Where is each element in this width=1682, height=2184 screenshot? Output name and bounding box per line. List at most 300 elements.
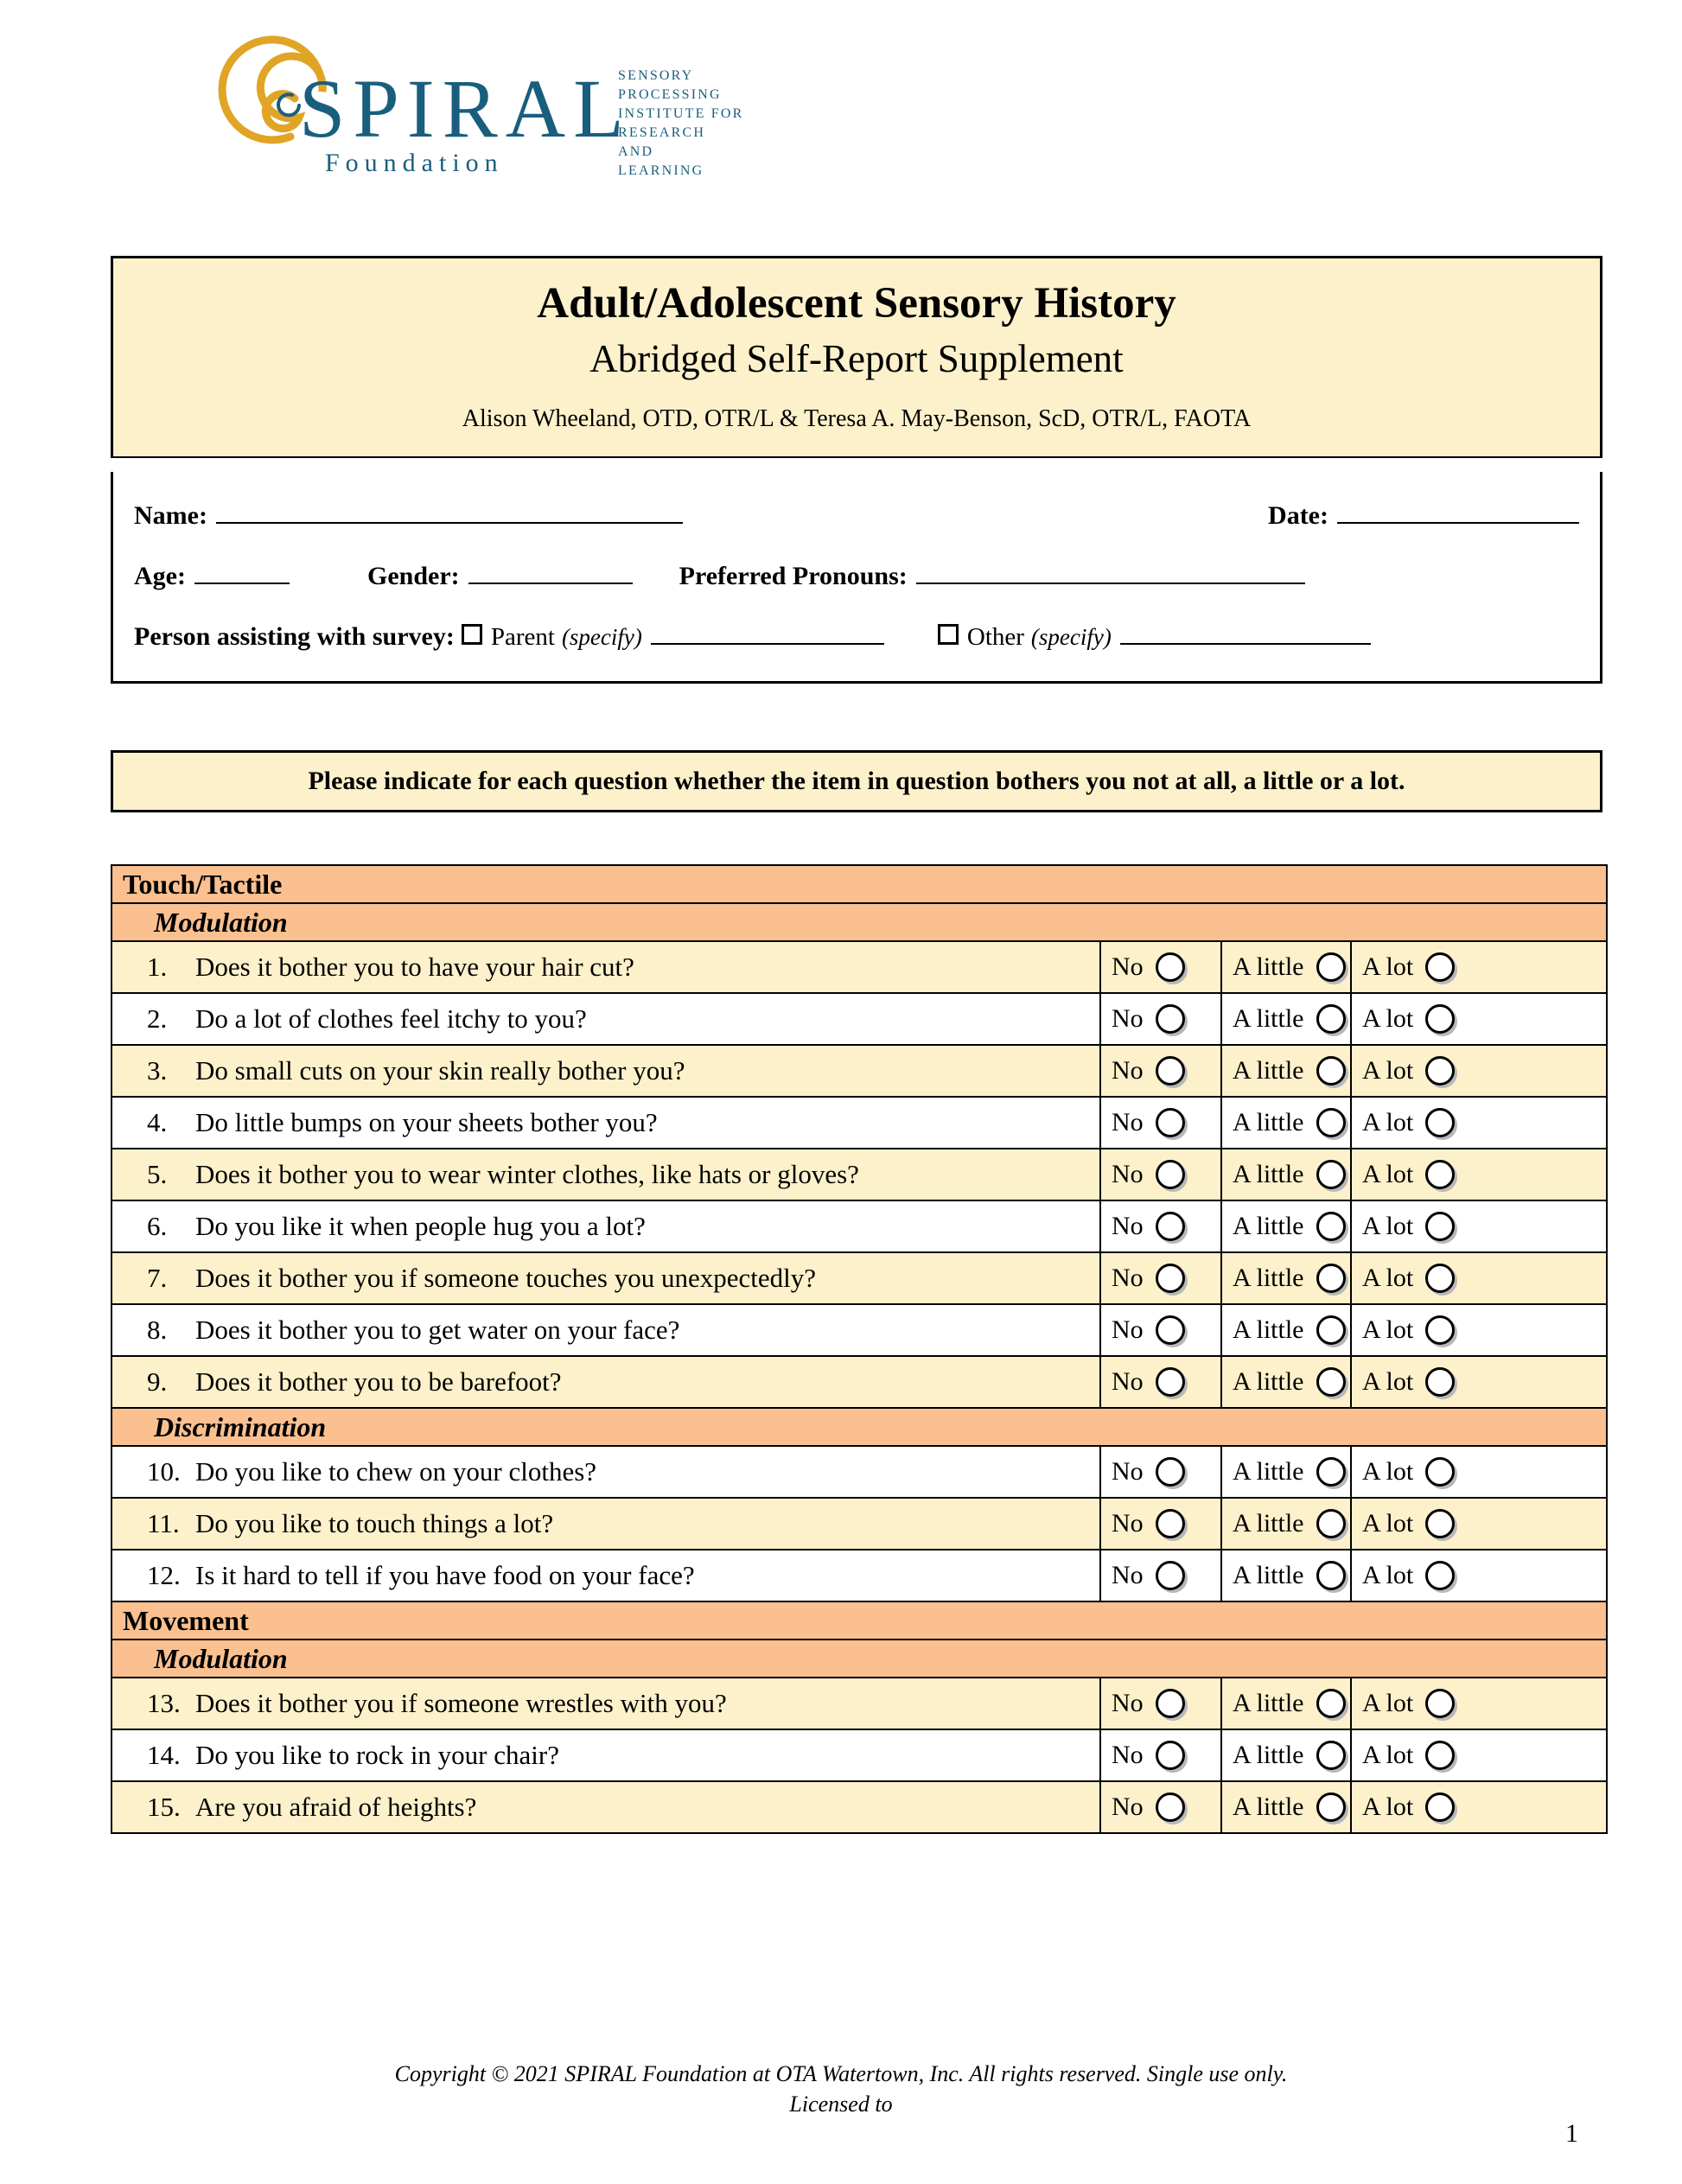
subsection-header-label: Modulation bbox=[111, 903, 1607, 941]
answer-a-little-content bbox=[1222, 1689, 1350, 1718]
question-text: Do little bumps on your sheets bother you? bbox=[195, 1107, 658, 1137]
answer-a-little-content bbox=[1222, 1264, 1350, 1293]
answer-a-lot-label: A lot bbox=[1362, 1160, 1414, 1188]
answer-a-lot-radio[interactable] bbox=[1425, 1212, 1455, 1241]
answer-a-lot-radio[interactable] bbox=[1425, 1741, 1455, 1770]
respondent-info-box bbox=[111, 472, 1602, 684]
answer-no-content bbox=[1101, 1792, 1220, 1822]
answer-a-little-radio[interactable] bbox=[1316, 1509, 1346, 1538]
answer-no-content bbox=[1101, 952, 1220, 982]
answer-no-content bbox=[1101, 1056, 1220, 1086]
answer-a-little-cell[interactable] bbox=[1221, 1446, 1351, 1498]
answer-a-little-content bbox=[1222, 1367, 1350, 1397]
question-cell bbox=[111, 1045, 1100, 1097]
answer-no-radio[interactable] bbox=[1156, 1509, 1185, 1538]
answer-a-little-label: A little bbox=[1233, 952, 1304, 981]
table-row bbox=[111, 1550, 1607, 1601]
answer-no-content bbox=[1101, 1689, 1220, 1718]
answer-a-little-label: A little bbox=[1233, 1561, 1304, 1589]
answer-no-label: No bbox=[1112, 1004, 1144, 1033]
name-label: Name: bbox=[134, 501, 207, 530]
answer-no-radio[interactable] bbox=[1156, 1367, 1185, 1397]
question-text: Does it bother you if someone wrestles with you? bbox=[195, 1688, 727, 1718]
answer-a-little-cell[interactable] bbox=[1221, 1550, 1351, 1601]
answer-a-lot-content bbox=[1352, 1457, 1606, 1487]
answer-a-lot-radio[interactable] bbox=[1425, 1509, 1455, 1538]
answer-a-little-content bbox=[1222, 1561, 1350, 1590]
answer-a-little-cell[interactable] bbox=[1221, 1304, 1351, 1356]
table-row bbox=[111, 1304, 1607, 1356]
answer-a-little-label: A little bbox=[1233, 1315, 1304, 1344]
footer-licensed: Licensed to bbox=[789, 2092, 893, 2117]
answer-a-lot-content bbox=[1352, 1056, 1606, 1086]
table-row bbox=[111, 941, 1607, 993]
answer-a-lot-cell[interactable] bbox=[1351, 1045, 1607, 1097]
answer-a-lot-cell[interactable] bbox=[1351, 1781, 1607, 1833]
other-specify-hint: (specify) bbox=[1030, 624, 1112, 650]
svg-text:PROCESSING: PROCESSING bbox=[618, 87, 722, 102]
question-content bbox=[112, 1263, 1099, 1294]
answer-a-little-cell[interactable] bbox=[1221, 1729, 1351, 1781]
answer-a-little-label: A little bbox=[1233, 1212, 1304, 1240]
answer-no-cell[interactable] bbox=[1100, 941, 1221, 993]
svg-text:LEARNING: LEARNING bbox=[618, 163, 704, 178]
table-row bbox=[111, 1498, 1607, 1550]
question-text: Do you like to chew on your clothes? bbox=[195, 1456, 597, 1487]
table-row bbox=[111, 1097, 1607, 1149]
table-row bbox=[111, 1149, 1607, 1200]
table-row bbox=[111, 1045, 1607, 1097]
question-text: Is it hard to tell if you have food on your face? bbox=[195, 1560, 695, 1590]
table-row bbox=[111, 1781, 1607, 1833]
answer-no-cell[interactable] bbox=[1100, 1149, 1221, 1200]
question-content bbox=[112, 1508, 1099, 1539]
answer-no-radio[interactable] bbox=[1156, 1160, 1185, 1189]
pronouns-input[interactable] bbox=[916, 557, 1305, 584]
question-content bbox=[112, 1688, 1099, 1719]
answer-no-radio[interactable] bbox=[1156, 952, 1185, 982]
other-checkbox[interactable] bbox=[938, 624, 959, 645]
answer-a-lot-content bbox=[1352, 1561, 1606, 1590]
svg-text:RESEARCH: RESEARCH bbox=[618, 125, 706, 140]
question-cell bbox=[111, 1678, 1100, 1729]
answer-no-cell[interactable] bbox=[1100, 1729, 1221, 1781]
answer-a-little-label: A little bbox=[1233, 1792, 1304, 1821]
answer-no-content bbox=[1101, 1160, 1220, 1189]
question-number: 14. bbox=[147, 1740, 181, 1770]
answer-a-little-radio[interactable] bbox=[1316, 1741, 1346, 1770]
answer-a-lot-cell[interactable] bbox=[1351, 941, 1607, 993]
answer-a-lot-cell[interactable] bbox=[1351, 1550, 1607, 1601]
question-text: Are you afraid of heights? bbox=[195, 1792, 477, 1822]
answer-a-little-content bbox=[1222, 1212, 1350, 1241]
answer-a-little-cell[interactable] bbox=[1221, 1252, 1351, 1304]
question-number: 15. bbox=[147, 1792, 181, 1822]
question-number: 12. bbox=[147, 1560, 181, 1590]
question-number: 8. bbox=[147, 1315, 168, 1345]
answer-a-lot-label: A lot bbox=[1362, 1689, 1414, 1717]
answer-a-lot-cell[interactable] bbox=[1351, 1304, 1607, 1356]
answer-a-lot-cell[interactable] bbox=[1351, 1149, 1607, 1200]
question-cell bbox=[111, 1781, 1100, 1833]
answer-a-lot-label: A lot bbox=[1362, 1056, 1414, 1085]
answer-no-cell[interactable] bbox=[1100, 1304, 1221, 1356]
parent-label: Parent bbox=[490, 623, 555, 651]
answer-a-lot-label: A lot bbox=[1362, 1792, 1414, 1821]
gender-input[interactable] bbox=[468, 557, 633, 584]
answer-no-cell[interactable] bbox=[1100, 1097, 1221, 1149]
answer-a-little-label: A little bbox=[1233, 1741, 1304, 1769]
question-cell bbox=[111, 1550, 1100, 1601]
page-title: Adult/Adolescent Sensory History bbox=[537, 279, 1176, 328]
answer-a-lot-radio[interactable] bbox=[1425, 1004, 1455, 1034]
age-gender-pronouns-row bbox=[134, 557, 1579, 591]
answer-no-radio[interactable] bbox=[1156, 1689, 1185, 1718]
question-cell bbox=[111, 993, 1100, 1045]
answer-a-lot-label: A lot bbox=[1362, 1264, 1414, 1292]
answer-a-lot-content bbox=[1352, 1108, 1606, 1137]
answer-a-lot-label: A lot bbox=[1362, 1457, 1414, 1486]
answer-no-radio[interactable] bbox=[1156, 1264, 1185, 1293]
answer-a-lot-label: A lot bbox=[1362, 1004, 1414, 1033]
question-content bbox=[112, 1055, 1099, 1086]
answer-a-lot-label: A lot bbox=[1362, 1741, 1414, 1769]
answer-a-little-cell[interactable] bbox=[1221, 1149, 1351, 1200]
answer-a-lot-label: A lot bbox=[1362, 952, 1414, 981]
answer-a-lot-cell[interactable] bbox=[1351, 1356, 1607, 1408]
answer-a-little-cell[interactable] bbox=[1221, 1200, 1351, 1252]
question-text: Does it bother you if someone touches you unexpectedly? bbox=[195, 1263, 816, 1293]
question-number: 13. bbox=[147, 1688, 181, 1718]
answer-a-lot-radio[interactable] bbox=[1425, 1108, 1455, 1137]
answer-a-little-cell[interactable] bbox=[1221, 993, 1351, 1045]
answer-a-lot-content bbox=[1352, 1689, 1606, 1718]
answer-a-little-content bbox=[1222, 1741, 1350, 1770]
question-content bbox=[112, 1366, 1099, 1398]
answer-a-little-label: A little bbox=[1233, 1264, 1304, 1292]
svg-text:INSTITUTE FOR: INSTITUTE FOR bbox=[618, 106, 744, 121]
answer-no-radio[interactable] bbox=[1156, 1212, 1185, 1241]
answer-a-lot-radio[interactable] bbox=[1425, 952, 1455, 982]
answer-a-little-content bbox=[1222, 1108, 1350, 1137]
answer-a-little-radio[interactable] bbox=[1316, 1561, 1346, 1590]
answer-no-radio[interactable] bbox=[1156, 1108, 1185, 1137]
instruction-banner bbox=[111, 750, 1602, 812]
answer-no-radio[interactable] bbox=[1156, 1561, 1185, 1590]
answer-a-lot-label: A lot bbox=[1362, 1108, 1414, 1137]
question-number: 6. bbox=[147, 1211, 168, 1241]
answer-no-cell[interactable] bbox=[1100, 1550, 1221, 1601]
answer-no-label: No bbox=[1112, 1212, 1144, 1240]
survey-table-body bbox=[111, 865, 1607, 1833]
question-text: Does it bother you to get water on your face? bbox=[195, 1315, 680, 1345]
answer-a-lot-radio[interactable] bbox=[1425, 1367, 1455, 1397]
answer-a-lot-radio[interactable] bbox=[1425, 1056, 1455, 1086]
question-number: 10. bbox=[147, 1456, 181, 1487]
table-row bbox=[111, 1678, 1607, 1729]
answer-no-cell[interactable] bbox=[1100, 1498, 1221, 1550]
answer-no-content bbox=[1101, 1004, 1220, 1034]
answer-a-little-cell[interactable] bbox=[1221, 1045, 1351, 1097]
answer-a-lot-label: A lot bbox=[1362, 1509, 1414, 1538]
answer-a-lot-cell[interactable] bbox=[1351, 1200, 1607, 1252]
answer-a-little-content bbox=[1222, 1056, 1350, 1086]
answer-a-lot-content bbox=[1352, 952, 1606, 982]
name-date-row bbox=[134, 496, 1579, 531]
answer-no-label: No bbox=[1112, 1315, 1144, 1344]
answer-a-little-cell[interactable] bbox=[1221, 1781, 1351, 1833]
answer-no-label: No bbox=[1112, 1792, 1144, 1821]
question-content bbox=[112, 952, 1099, 983]
parent-specify-hint: (specify) bbox=[561, 624, 642, 650]
answer-a-lot-cell[interactable] bbox=[1351, 1097, 1607, 1149]
logo-svg bbox=[197, 26, 802, 207]
answer-no-content bbox=[1101, 1264, 1220, 1293]
answer-a-lot-label: A lot bbox=[1362, 1367, 1414, 1396]
answer-a-little-label: A little bbox=[1233, 1056, 1304, 1085]
answer-a-little-label: A little bbox=[1233, 1509, 1304, 1538]
footer bbox=[0, 2059, 1682, 2119]
table-row bbox=[111, 1252, 1607, 1304]
answer-no-cell[interactable] bbox=[1100, 1252, 1221, 1304]
question-text: Does it bother you to wear winter clothes, like hats or gloves? bbox=[195, 1159, 859, 1189]
answer-a-lot-label: A lot bbox=[1362, 1561, 1414, 1589]
answer-no-radio[interactable] bbox=[1156, 1792, 1185, 1822]
answer-a-little-content bbox=[1222, 952, 1350, 982]
section-header-row bbox=[111, 865, 1607, 903]
date-label: Date: bbox=[1268, 501, 1328, 530]
parent-specify-input[interactable] bbox=[651, 617, 884, 645]
answer-no-label: No bbox=[1112, 952, 1144, 981]
answer-a-little-cell[interactable] bbox=[1221, 1678, 1351, 1729]
answer-a-lot-label: A lot bbox=[1362, 1212, 1414, 1240]
question-cell bbox=[111, 1252, 1100, 1304]
answer-no-label: No bbox=[1112, 1509, 1144, 1538]
answer-no-radio[interactable] bbox=[1156, 1056, 1185, 1086]
question-number: 9. bbox=[147, 1366, 168, 1397]
question-text: Do you like it when people hug you a lot? bbox=[195, 1211, 646, 1241]
answer-a-little-radio[interactable] bbox=[1316, 1367, 1346, 1397]
subsection-header-label: Discrimination bbox=[111, 1408, 1607, 1446]
answer-a-lot-radio[interactable] bbox=[1425, 1792, 1455, 1822]
answer-a-little-radio[interactable] bbox=[1316, 1108, 1346, 1137]
question-content bbox=[112, 1211, 1099, 1242]
answer-a-little-content bbox=[1222, 1315, 1350, 1345]
answer-a-little-cell[interactable] bbox=[1221, 1356, 1351, 1408]
answer-no-label: No bbox=[1112, 1367, 1144, 1396]
logo-tagline bbox=[618, 68, 743, 178]
question-number: 5. bbox=[147, 1159, 168, 1189]
question-text: Do small cuts on your skin really bother you? bbox=[195, 1055, 685, 1086]
answer-a-lot-content bbox=[1352, 1792, 1606, 1822]
answer-no-cell[interactable] bbox=[1100, 1446, 1221, 1498]
answer-a-little-label: A little bbox=[1233, 1689, 1304, 1717]
question-content bbox=[112, 1792, 1099, 1823]
answer-a-little-content bbox=[1222, 1004, 1350, 1034]
question-content bbox=[112, 1456, 1099, 1487]
answer-a-lot-cell[interactable] bbox=[1351, 1446, 1607, 1498]
answer-a-little-radio[interactable] bbox=[1316, 1315, 1346, 1345]
answer-a-little-radio[interactable] bbox=[1316, 1212, 1346, 1241]
answer-a-little-radio[interactable] bbox=[1316, 1056, 1346, 1086]
table-row bbox=[111, 1729, 1607, 1781]
answer-a-lot-radio[interactable] bbox=[1425, 1160, 1455, 1189]
question-number: 2. bbox=[147, 1003, 168, 1034]
answer-a-lot-radio[interactable] bbox=[1425, 1264, 1455, 1293]
answer-a-lot-radio[interactable] bbox=[1425, 1561, 1455, 1590]
question-content bbox=[112, 1159, 1099, 1190]
answer-a-lot-content bbox=[1352, 1160, 1606, 1189]
answer-no-cell[interactable] bbox=[1100, 993, 1221, 1045]
other-specify-input[interactable] bbox=[1120, 617, 1371, 645]
question-cell bbox=[111, 1304, 1100, 1356]
answer-a-little-cell[interactable] bbox=[1221, 941, 1351, 993]
answer-a-little-label: A little bbox=[1233, 1457, 1304, 1486]
svg-text:SENSORY: SENSORY bbox=[618, 68, 694, 83]
answer-no-radio[interactable] bbox=[1156, 1004, 1185, 1034]
question-cell bbox=[111, 1446, 1100, 1498]
table-row bbox=[111, 1446, 1607, 1498]
answer-no-label: No bbox=[1112, 1056, 1144, 1085]
answer-no-radio[interactable] bbox=[1156, 1457, 1185, 1487]
answer-a-little-radio[interactable] bbox=[1316, 1004, 1346, 1034]
section-header-label: Movement bbox=[111, 1601, 1607, 1640]
answer-a-lot-cell[interactable] bbox=[1351, 1498, 1607, 1550]
answer-no-content bbox=[1101, 1367, 1220, 1397]
question-number: 4. bbox=[147, 1107, 168, 1137]
svg-text:AND: AND bbox=[618, 144, 654, 159]
question-number: 7. bbox=[147, 1263, 168, 1293]
answer-a-lot-label: A lot bbox=[1362, 1315, 1414, 1344]
answer-a-little-content bbox=[1222, 1457, 1350, 1487]
assisting-person-row bbox=[134, 617, 1579, 652]
question-text: Does it bother you to be barefoot? bbox=[195, 1366, 562, 1397]
pronouns-label: Preferred Pronouns: bbox=[679, 562, 908, 590]
answer-a-lot-cell[interactable] bbox=[1351, 1729, 1607, 1781]
answer-no-cell[interactable] bbox=[1100, 1200, 1221, 1252]
question-content bbox=[112, 1003, 1099, 1035]
answer-a-little-radio[interactable] bbox=[1316, 1264, 1346, 1293]
question-content bbox=[112, 1560, 1099, 1591]
answer-no-label: No bbox=[1112, 1457, 1144, 1486]
age-input[interactable] bbox=[194, 557, 290, 584]
footer-copyright: Copyright © 2021 SPIRAL Foundation at OTA Watertown, Inc. All rights reserved. Single use only. bbox=[394, 2061, 1288, 2086]
answer-no-radio[interactable] bbox=[1156, 1741, 1185, 1770]
answer-a-lot-content bbox=[1352, 1509, 1606, 1538]
answer-a-little-radio[interactable] bbox=[1316, 1792, 1346, 1822]
answer-no-content bbox=[1101, 1212, 1220, 1241]
page-authors: Alison Wheeland, OTD, OTR/L & Teresa A. May-Benson, ScD, OTR/L, FAOTA bbox=[462, 405, 1252, 433]
answer-no-cell[interactable] bbox=[1100, 1045, 1221, 1097]
date-input[interactable] bbox=[1337, 496, 1579, 524]
question-cell bbox=[111, 1356, 1100, 1408]
answer-no-label: No bbox=[1112, 1561, 1144, 1589]
page-number: 1 bbox=[1565, 2119, 1578, 2148]
answer-a-little-content bbox=[1222, 1160, 1350, 1189]
answer-a-little-radio[interactable] bbox=[1316, 1457, 1346, 1487]
answer-no-label: No bbox=[1112, 1689, 1144, 1717]
answer-a-little-label: A little bbox=[1233, 1160, 1304, 1188]
assisting-label: Person assisting with survey: bbox=[134, 622, 455, 651]
answer-a-lot-content bbox=[1352, 1315, 1606, 1345]
answer-a-lot-cell[interactable] bbox=[1351, 993, 1607, 1045]
parent-checkbox[interactable] bbox=[462, 624, 482, 645]
question-cell bbox=[111, 1200, 1100, 1252]
name-input[interactable] bbox=[216, 496, 683, 524]
instruction-text: Please indicate for each question whether the item in question bothers you not at all, a little or a lot. bbox=[308, 767, 1405, 795]
table-row bbox=[111, 1200, 1607, 1252]
answer-a-lot-cell[interactable] bbox=[1351, 1678, 1607, 1729]
answer-no-content bbox=[1101, 1315, 1220, 1345]
logo-subword: Foundation bbox=[325, 149, 504, 177]
question-content bbox=[112, 1107, 1099, 1138]
answer-no-content bbox=[1101, 1457, 1220, 1487]
answer-a-lot-radio[interactable] bbox=[1425, 1457, 1455, 1487]
survey-table bbox=[111, 864, 1608, 1834]
question-text: Do you like to touch things a lot? bbox=[195, 1508, 554, 1538]
question-number: 11. bbox=[147, 1508, 180, 1538]
answer-no-label: No bbox=[1112, 1264, 1144, 1292]
answer-no-cell[interactable] bbox=[1100, 1781, 1221, 1833]
subsection-header-row bbox=[111, 1408, 1607, 1446]
answer-a-little-radio[interactable] bbox=[1316, 952, 1346, 982]
document-title-box bbox=[111, 256, 1602, 458]
answer-a-lot-content bbox=[1352, 1212, 1606, 1241]
question-cell bbox=[111, 1097, 1100, 1149]
section-header-label: Touch/Tactile bbox=[111, 865, 1607, 903]
answer-a-little-content bbox=[1222, 1509, 1350, 1538]
answer-no-cell[interactable] bbox=[1100, 1356, 1221, 1408]
section-header-row bbox=[111, 1601, 1607, 1640]
table-row bbox=[111, 1356, 1607, 1408]
answer-a-lot-radio[interactable] bbox=[1425, 1689, 1455, 1718]
subsection-header-label: Modulation bbox=[111, 1640, 1607, 1678]
answer-a-little-content bbox=[1222, 1792, 1350, 1822]
answer-a-lot-content bbox=[1352, 1741, 1606, 1770]
answer-no-content bbox=[1101, 1741, 1220, 1770]
question-text: Do a lot of clothes feel itchy to you? bbox=[195, 1003, 587, 1034]
answer-a-little-label: A little bbox=[1233, 1004, 1304, 1033]
answer-a-little-radio[interactable] bbox=[1316, 1689, 1346, 1718]
answer-a-lot-content bbox=[1352, 1264, 1606, 1293]
answer-a-little-cell[interactable] bbox=[1221, 1097, 1351, 1149]
subsection-header-row bbox=[111, 903, 1607, 941]
question-content bbox=[112, 1740, 1099, 1771]
question-content bbox=[112, 1315, 1099, 1346]
spiral-foundation-logo bbox=[197, 26, 802, 207]
question-text: Do you like to rock in your chair? bbox=[195, 1740, 559, 1770]
answer-no-label: No bbox=[1112, 1160, 1144, 1188]
page-subtitle: Abridged Self-Report Supplement bbox=[589, 337, 1124, 381]
answer-a-lot-content bbox=[1352, 1367, 1606, 1397]
answer-no-cell[interactable] bbox=[1100, 1678, 1221, 1729]
answer-no-content bbox=[1101, 1108, 1220, 1137]
question-cell bbox=[111, 1498, 1100, 1550]
age-label: Age: bbox=[134, 562, 186, 590]
answer-no-radio[interactable] bbox=[1156, 1315, 1185, 1345]
subsection-header-row bbox=[111, 1640, 1607, 1678]
answer-a-lot-cell[interactable] bbox=[1351, 1252, 1607, 1304]
answer-no-content bbox=[1101, 1509, 1220, 1538]
answer-a-little-radio[interactable] bbox=[1316, 1160, 1346, 1189]
question-text: Does it bother you to have your hair cut? bbox=[195, 952, 634, 982]
answer-a-lot-content bbox=[1352, 1004, 1606, 1034]
answer-a-lot-radio[interactable] bbox=[1425, 1315, 1455, 1345]
other-label: Other bbox=[966, 623, 1024, 651]
answer-a-little-cell[interactable] bbox=[1221, 1498, 1351, 1550]
question-cell bbox=[111, 1729, 1100, 1781]
answer-a-little-label: A little bbox=[1233, 1367, 1304, 1396]
